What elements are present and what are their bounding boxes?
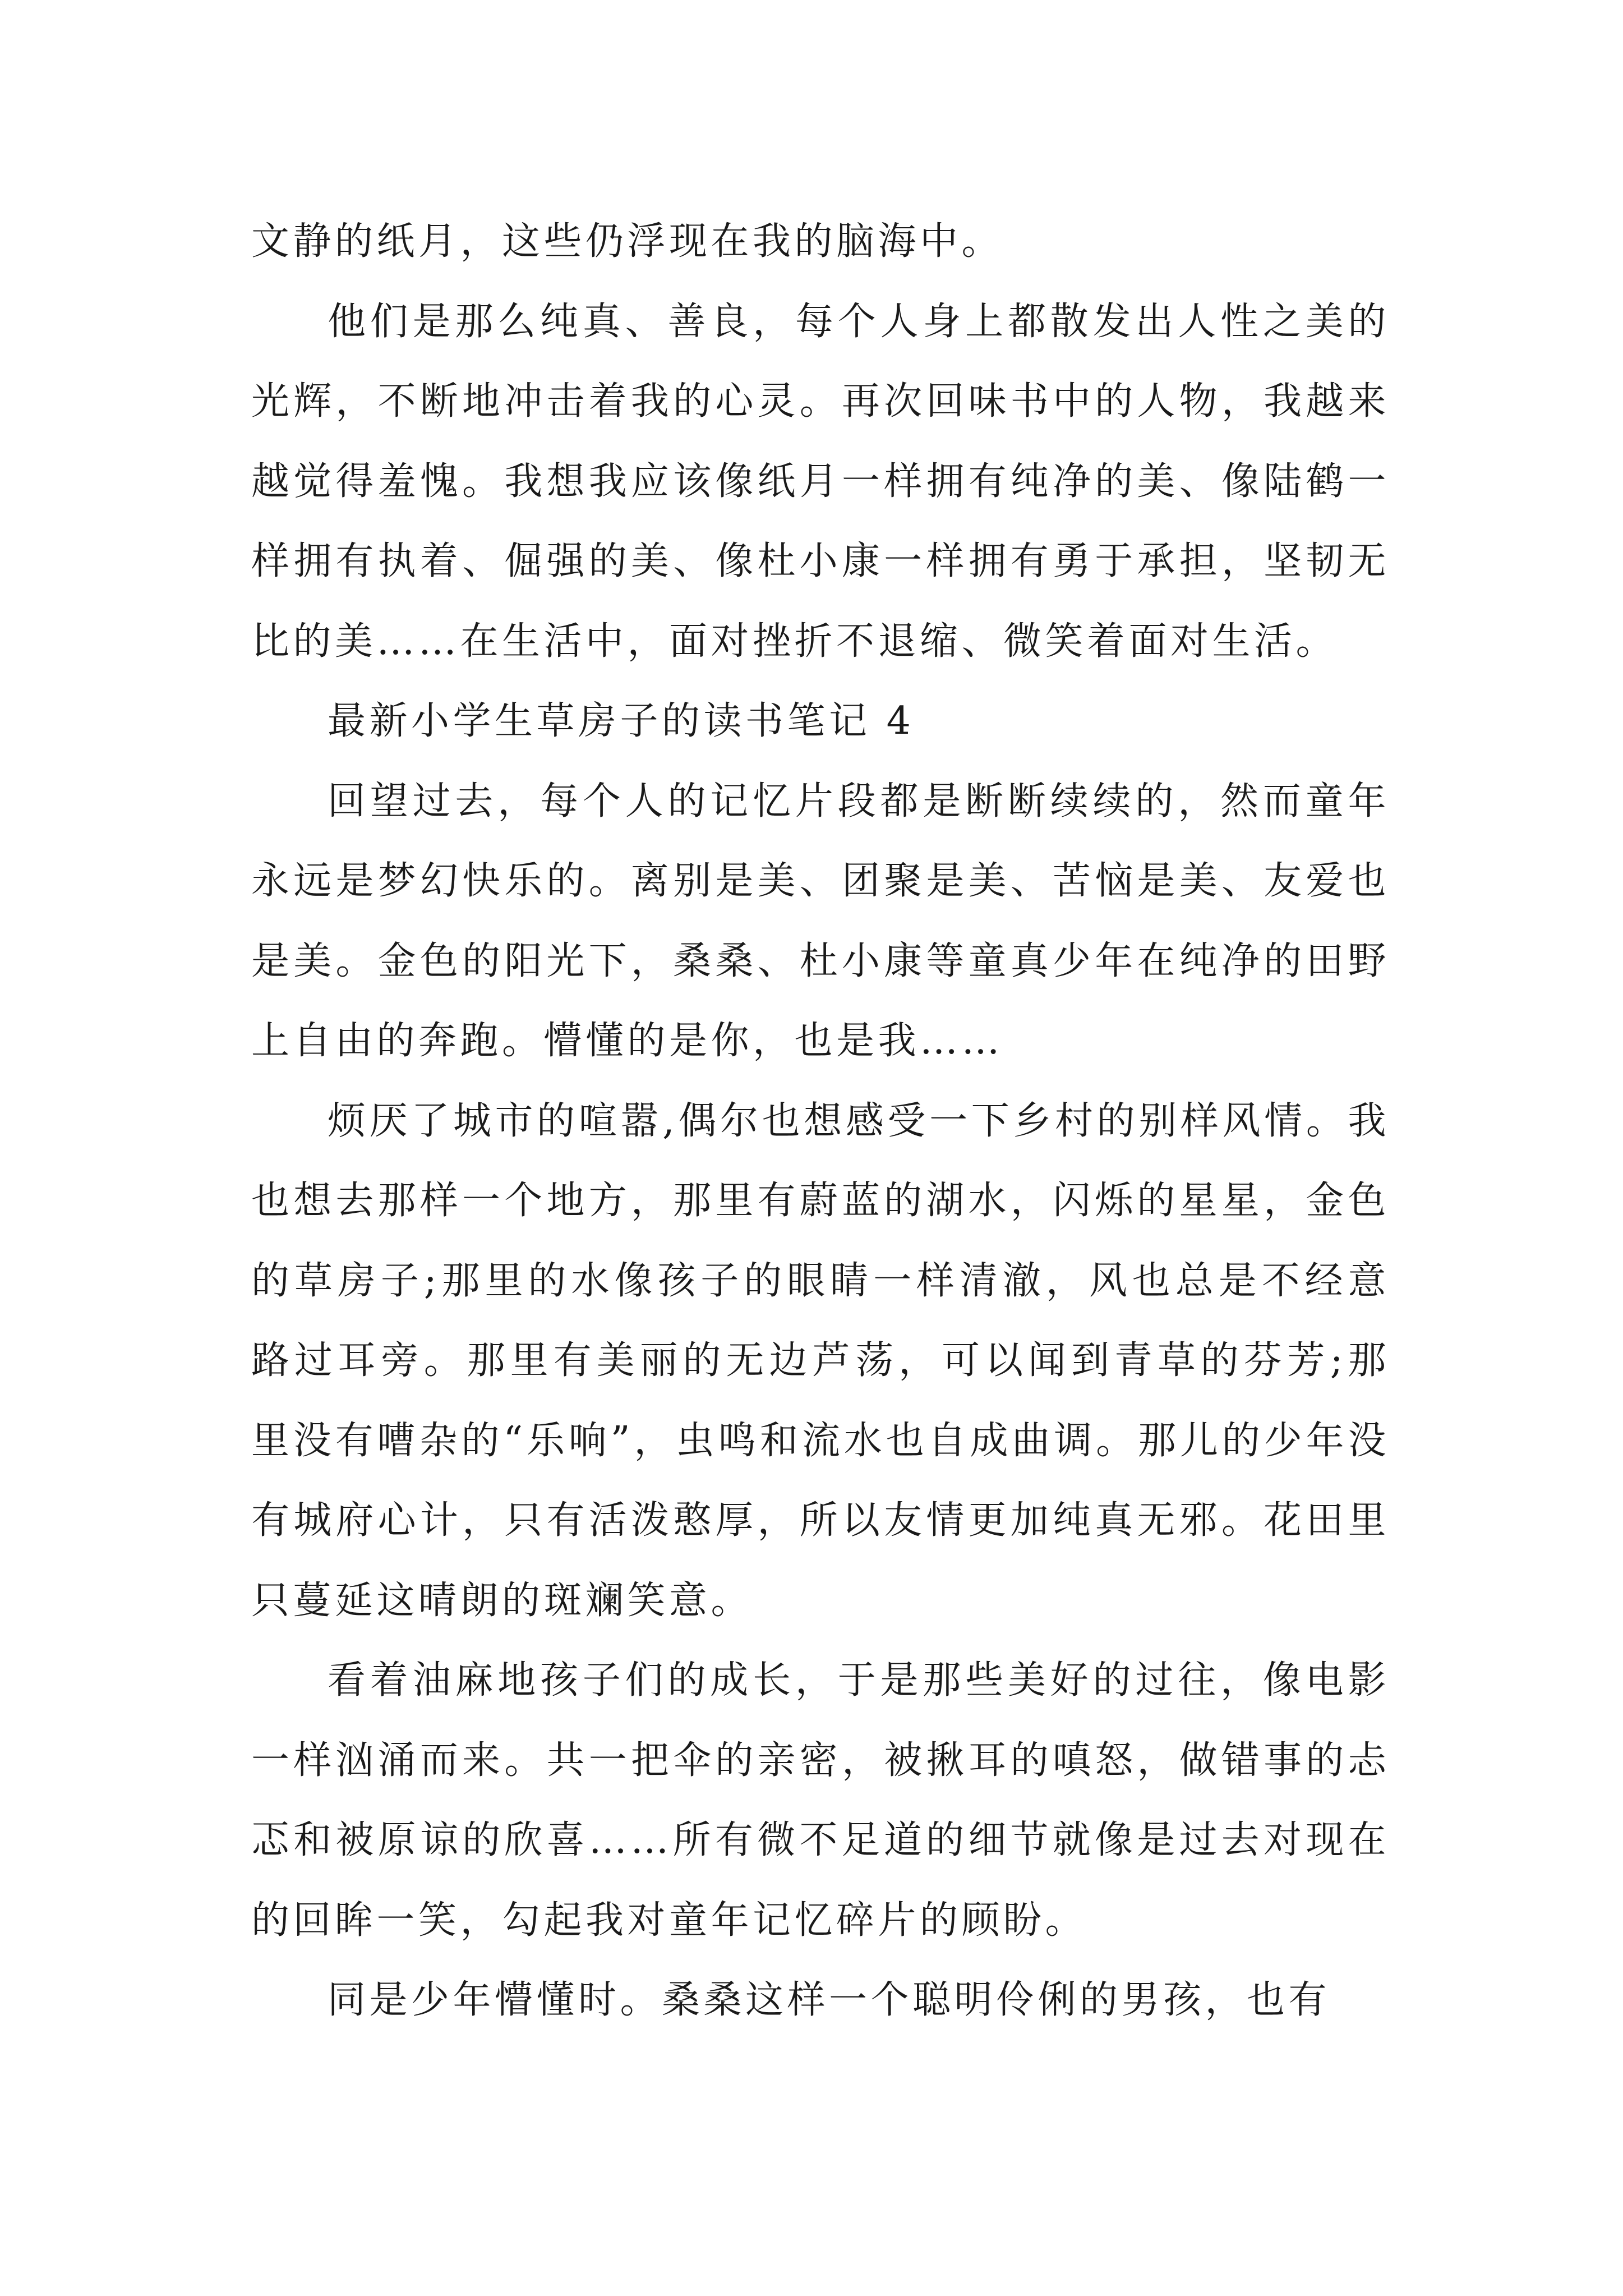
paragraph-5: 看着油麻地孩子们的成长，于是那些美好的过往，像电影一样汹涌而来。共一把伞的亲密，被揪耳的嗔怒，做错事的忐忑和被原谅的欣喜……所有微不足道的细节就像是过去对现在的回眸一笑，勾起我对童年记忆碎片的顾盼。 (251, 1658, 1390, 1943)
paragraph-1: 文静的纸月，这些仍浮现在我的脑海中。 (251, 219, 1004, 264)
section-heading: 最新小学生草房子的读书笔记 4 (328, 699, 915, 743)
document-body (251, 202, 1390, 2041)
paragraph-3: 回望过去，每个人的记忆片段都是断断续续的，然而童年永远是梦幻快乐的。离别是美、团聚是美、苦恼是美、友爱也是美。金色的阳光下，桑桑、杜小康等童真少年在纯净的田野上自由的奔跑。懵懂的是你，也是我…… (251, 779, 1390, 1063)
paragraph-2: 他们是那么纯真、善良，每个人身上都散发出人性之美的光辉，不断地冲击着我的心灵。再次回味书中的人物，我越来越觉得羞愧。我想我应该像纸月一样拥有纯净的美、像陆鹤一样拥有执着、倔强的美、像杜小康一样拥有勇于承担，坚韧无比的美……在生活中，面对挫折不退缩、微笑着面对生活。 (251, 299, 1390, 664)
paragraph-4: 烦厌了城市的喧嚣,偶尔也想感受一下乡村的别样风情。我也想去那样一个地方，那里有蔚蓝的湖水，闪烁的星星，金色的草房子;那里的水像孩子的眼睛一样清澈，风也总是不经意路过耳旁。那里有美丽的无边芦荡，可以闻到青草的芬芳;那里没有嘈杂的“乐响”，虫鸣和流水也自成曲调。那儿的少年没有城府心计，只有活泼憨厚，所以友情更加纯真无邪。花田里只蔓延这晴朗的斑斓笑意。 (251, 1098, 1390, 1623)
paragraph-6: 同是少年懵懂时。桑桑这样一个聪明伶俐的男孩，也有 (328, 1978, 1331, 2022)
